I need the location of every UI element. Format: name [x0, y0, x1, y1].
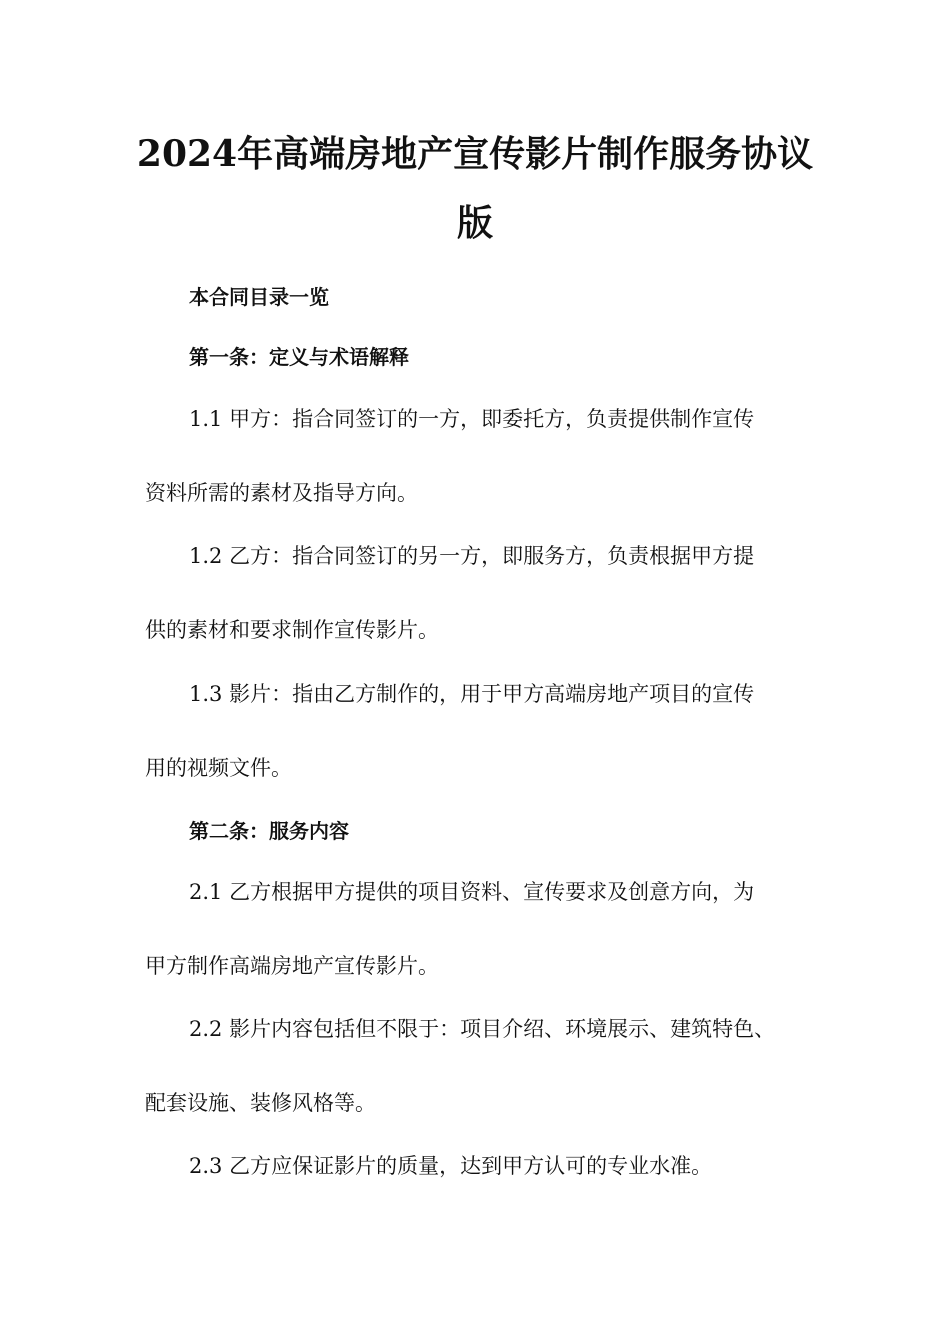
- clause-1-3-line-1: 1.3 影片：指由乙方制作的，用于甲方高端房地产项目的宣传: [189, 682, 755, 706]
- clause-2-1-line-2: 甲方制作高端房地产宣传影片。: [145, 954, 439, 978]
- clause-1-1-line-2: 资料所需的素材及指导方向。: [145, 481, 418, 505]
- clause-1-3-line-2: 用的视频文件。: [145, 756, 292, 780]
- toc-heading: 本合同目录一览: [189, 285, 329, 309]
- clause-2-2-line-1: 2.2 影片内容包括但不限于：项目介绍、环境展示、建筑特色、: [189, 1017, 776, 1041]
- clause-2-3-line-1: 2.3 乙方应保证影片的质量，达到甲方认可的专业水准。: [189, 1154, 713, 1178]
- clause-1-2-line-1: 1.2 乙方：指合同签订的另一方，即服务方，负责根据甲方提: [189, 544, 755, 568]
- clause-2-2-line-2: 配套设施、装修风格等。: [145, 1091, 376, 1115]
- article-1-heading: 第一条：定义与术语解释: [189, 345, 409, 369]
- clause-1-2-line-2: 供的素材和要求制作宣传影片。: [145, 618, 439, 642]
- document-title-line-2: 版: [456, 202, 493, 244]
- article-2-heading: 第二条：服务内容: [189, 819, 349, 843]
- clause-1-1-line-1: 1.1 甲方：指合同签订的一方，即委托方，负责提供制作宣传: [189, 407, 755, 431]
- document-title-line-1: 2024年高端房地产宣传影片制作服务协议: [136, 133, 814, 175]
- clause-2-1-line-1: 2.1 乙方根据甲方提供的项目资料、宣传要求及创意方向，为: [189, 880, 755, 904]
